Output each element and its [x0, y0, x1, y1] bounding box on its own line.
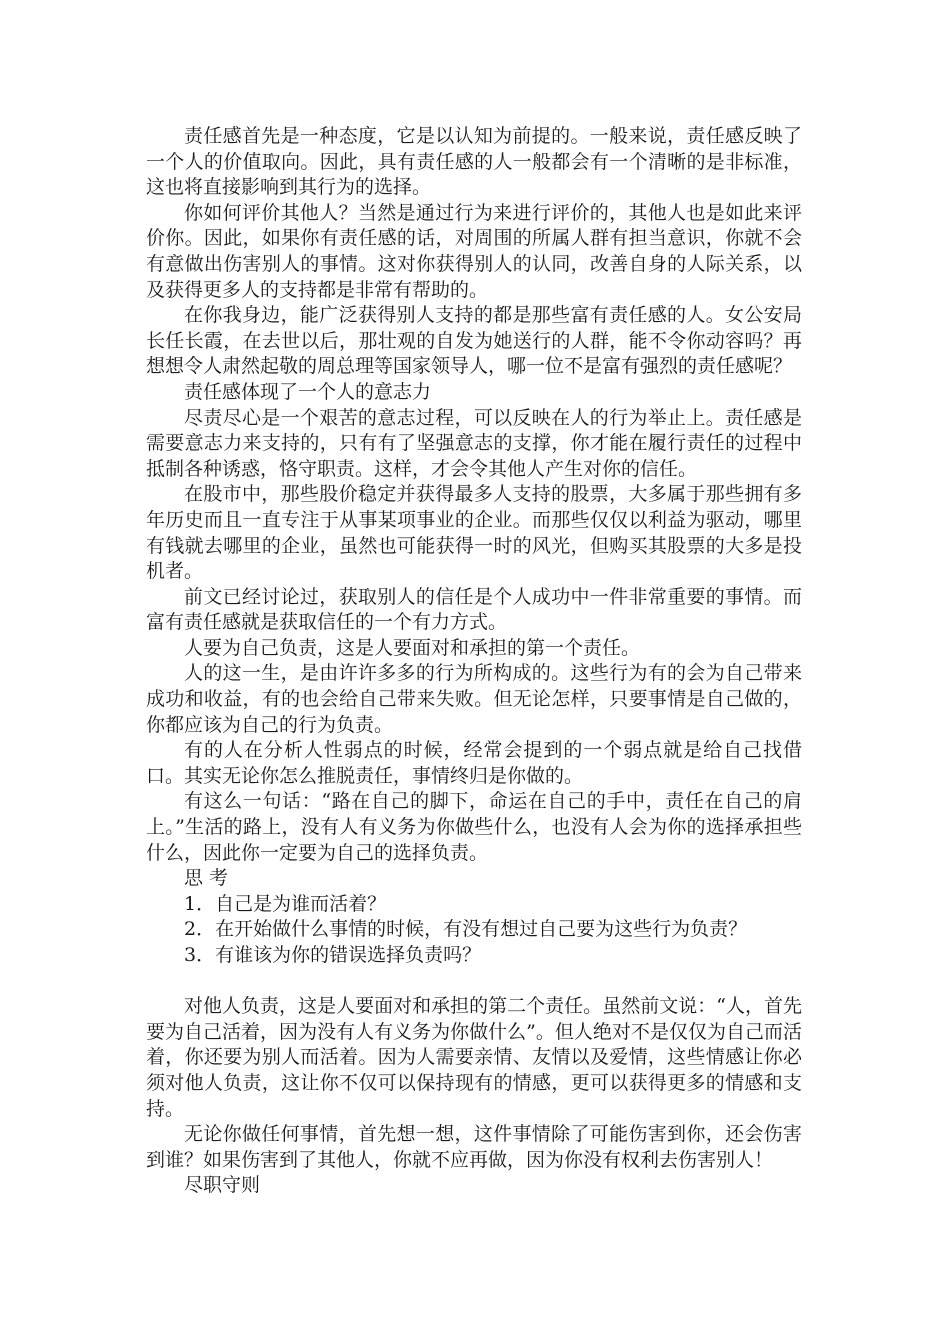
- section-heading: 尽职守则: [184, 1174, 261, 1197]
- paragraph: 在股市中，那些股价稳定并获得最多人支持的股票，大多属于那些拥有多年历史而且一直专注于从事某项事业的企业。而那些仅仅以利益为驱动，哪里有钱就去哪里的企业，虽然也可能获得一时的风光，但购买其股票的大多是投机者。: [146, 483, 802, 583]
- section-heading: 责任感体现了一个人的意志力: [184, 380, 432, 403]
- paragraph: 责任感首先是一种态度，它是以认知为前提的。一般来说，责任感反映了一个人的价值取向。因此，具有责任感的人一般都会有一个清晰的是非标准，这也将直接影响到其行为的选择。: [146, 125, 802, 199]
- question-item: 3．有谁该为你的错误选择负责吗？: [184, 944, 482, 966]
- paragraph: 你如何评价其他人？当然是通过行为来进行评价的，其他人也是如此来评价你。因此，如果你有责任感的话，对周围的所属人群有担当意识，你就不会有意做出伤害别人的事情。这对你获得别人的认同，改善自身的人际关系，以及获得更多人的支持都是非常有帮助的。: [146, 201, 802, 301]
- think-heading: 思 考: [184, 867, 229, 890]
- question-item: 2．在开始做什么事情的时候，有没有想过自己要为这些行为负责？: [184, 918, 748, 941]
- paragraph: 在你我身边，能广泛获得别人支持的都是那些富有责任感的人。女公安局长任长霞，在去世以后，那壮观的自发为她送行的人群，能不令你动容吗？再想想令人肃然起敬的周总理等国家领导人，哪一位不是富有强烈的责任感呢？: [146, 304, 802, 378]
- paragraph: 无论你做任何事情，首先想一想，这件事情除了可能伤害到你，还会伤害到谁？如果伤害到了其他人，你就不应再做，因为你没有权利去伤害别人！: [146, 1123, 802, 1171]
- paragraph: 有这么一句话：“路在自己的脚下，命运在自己的手中，责任在自己的肩上。”生活的路上，没有人有义务为你做些什么，也没有人会为你的选择承担些什么，因此你一定要为自己的选择负责。: [146, 790, 802, 864]
- paragraph: 人要为自己负责，这是人要面对和承担的第一个责任。: [184, 636, 641, 659]
- question-item: 1．自己是为谁而活着？: [184, 892, 387, 915]
- paragraph: 有的人在分析人性弱点的时候，经常会提到的一个弱点就是给自己找借口。其实无论你怎么推脱责任，事情终归是你做的。: [146, 739, 802, 787]
- paragraph: 人的这一生，是由许许多多的行为所构成的。这些行为有的会为自己带来成功和收益，有的也会给自己带来失败。但无论怎样，只要事情是自己做的，你都应该为自己的行为负责。: [146, 662, 802, 736]
- blank-line: [146, 969, 802, 995]
- paragraph: 对他人负责，这是人要面对和承担的第二个责任。虽然前文说：“人，首先要为自己活着，因为没有人有义务为你做什么”。但人绝对不是仅仅为自己而活着，你还要为别人而活着。因为人需要亲情、友情以及爱情，这些情感让你必须对他人负责，这让你不仅可以保持现有的情感，更可以获得更多的情感和支持。: [146, 995, 802, 1120]
- paragraph: 前文已经讨论过，获取别人的信任是个人成功中一件非常重要的事情。而富有责任感就是获取信任的一个有力方式。: [146, 585, 802, 634]
- document-page: [146, 124, 802, 1199]
- paragraph: 尽责尽心是一个艰苦的意志过程，可以反映在人的行为举止上。责任感是需要意志力来支持的，只有有了坚强意志的支撑，你才能在履行责任的过程中抵制各种诱惑，恪守职责。这样，才会令其他人产生对你的信任。: [146, 406, 802, 480]
